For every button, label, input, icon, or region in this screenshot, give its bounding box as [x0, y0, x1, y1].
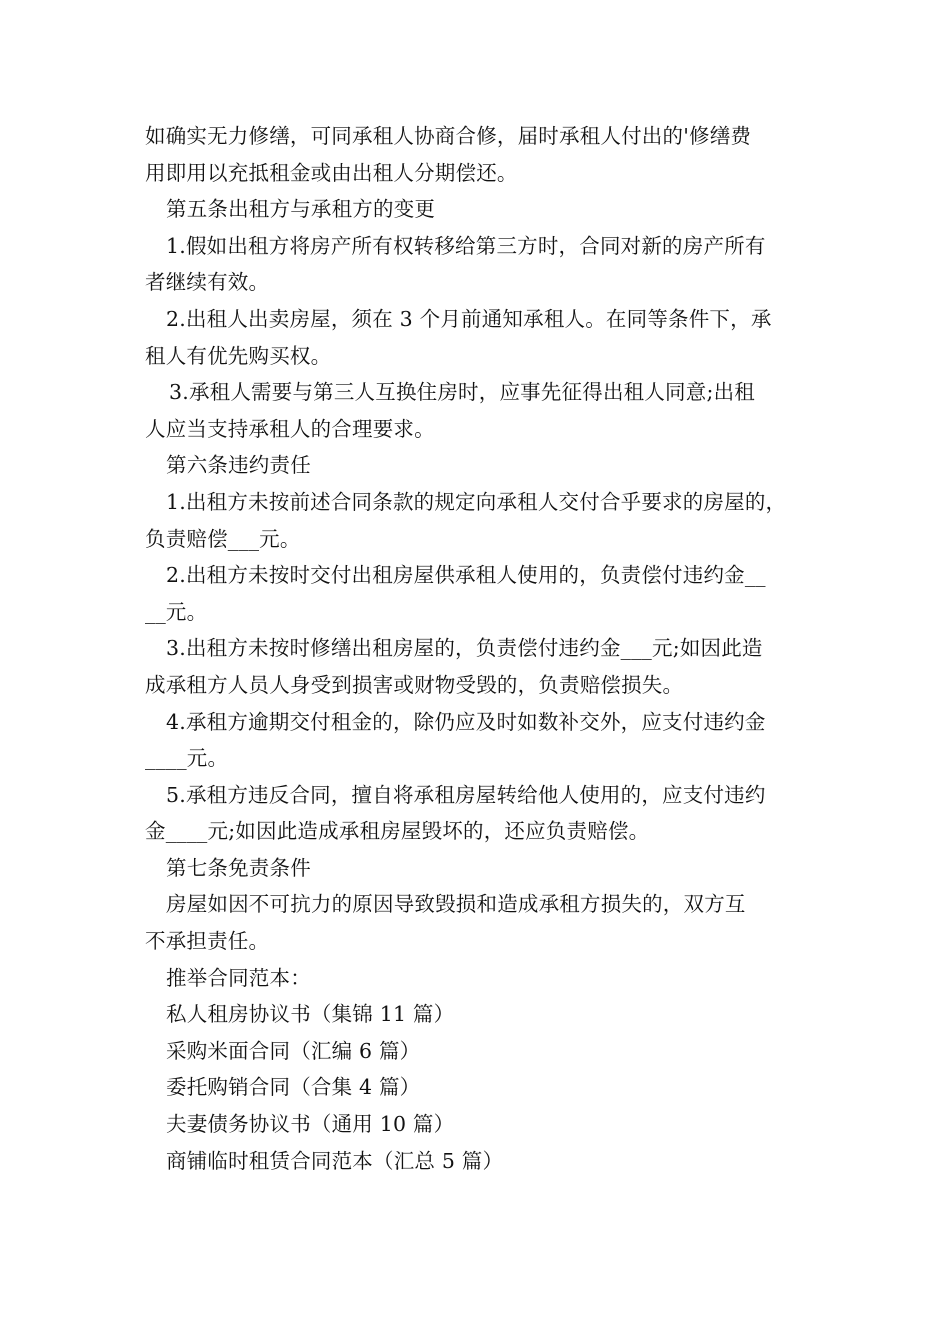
clause-line: 3.出租方未按时修缮出租房屋的，负责偿付违约金___元;如因此造: [166, 636, 763, 661]
clause-line: 负责赔偿___元。: [145, 526, 301, 551]
recommendation-heading: 推举合同范本：: [166, 965, 311, 990]
clause-line: 人应当支持承租人的合理要求。: [145, 416, 435, 441]
clause-line: 金____元;如因此造成承租房屋毁坏的，还应负责赔偿。: [145, 819, 650, 844]
clause-line: ____元。: [145, 746, 229, 771]
clause-line: 租人有优先购买权。: [145, 343, 332, 368]
clause-line: 成承租方人员人身受到损害或财物受毁的，负责赔偿损失。: [145, 672, 684, 697]
clause-line: 1.出租方未按前述合同条款的规定向承租人交付合乎要求的房屋的，: [166, 489, 787, 514]
clause-line: 者继续有效。: [145, 270, 270, 295]
clause-line: 2.出租方未按时交付出租房屋供承租人使用的，负责偿付违约金__: [166, 563, 766, 588]
clause-line: 2.出租人出卖房屋，须在 3 个月前通知承租人。在同等条件下，承: [166, 306, 772, 331]
paragraph-line: 如确实无力修缮，可同承租人协商合修，届时承租人付出的'修缮费: [145, 124, 752, 148]
recommendation-item: 私人租房协议书（集锦 11 篇）: [166, 1002, 455, 1027]
clause-line: __元。: [145, 599, 208, 624]
clause-line: 房屋如因不可抗力的原因导致毁损和造成承租方损失的，双方互: [166, 892, 746, 917]
section-heading: 第五条出租方与承租方的变更: [166, 197, 436, 222]
recommendation-item: 采购米面合同（汇编 6 篇）: [166, 1038, 421, 1063]
clause-line: 1.假如出租方将房产所有权转移给第三方时，合同对新的房产所有: [166, 233, 766, 258]
recommendation-item: 商铺临时租赁合同范本（汇总 5 篇）: [166, 1148, 504, 1173]
clause-line: 4.承租方逾期交付租金的，除仍应及时如数补交外，应支付违约金: [166, 709, 766, 734]
paragraph-line: 用即用以充抵租金或由出租人分期偿还。: [145, 160, 518, 185]
clause-line: 不承担责任。: [145, 929, 270, 954]
section-heading: 第六条违约责任: [166, 453, 311, 478]
section-heading: 第七条免责条件: [166, 855, 311, 880]
clause-line: 3.承租人需要与第三人互换住房时，应事先征得出租人同意;出租: [169, 380, 755, 405]
clause-line: 5.承租方违反合同，擅自将承租房屋转给他人使用的，应支付违约: [166, 782, 766, 807]
recommendation-item: 夫妻债务协议书（通用 10 篇）: [166, 1112, 455, 1137]
recommendation-item: 委托购销合同（合集 4 篇）: [166, 1075, 421, 1100]
document-body: [145, 118, 813, 1179]
